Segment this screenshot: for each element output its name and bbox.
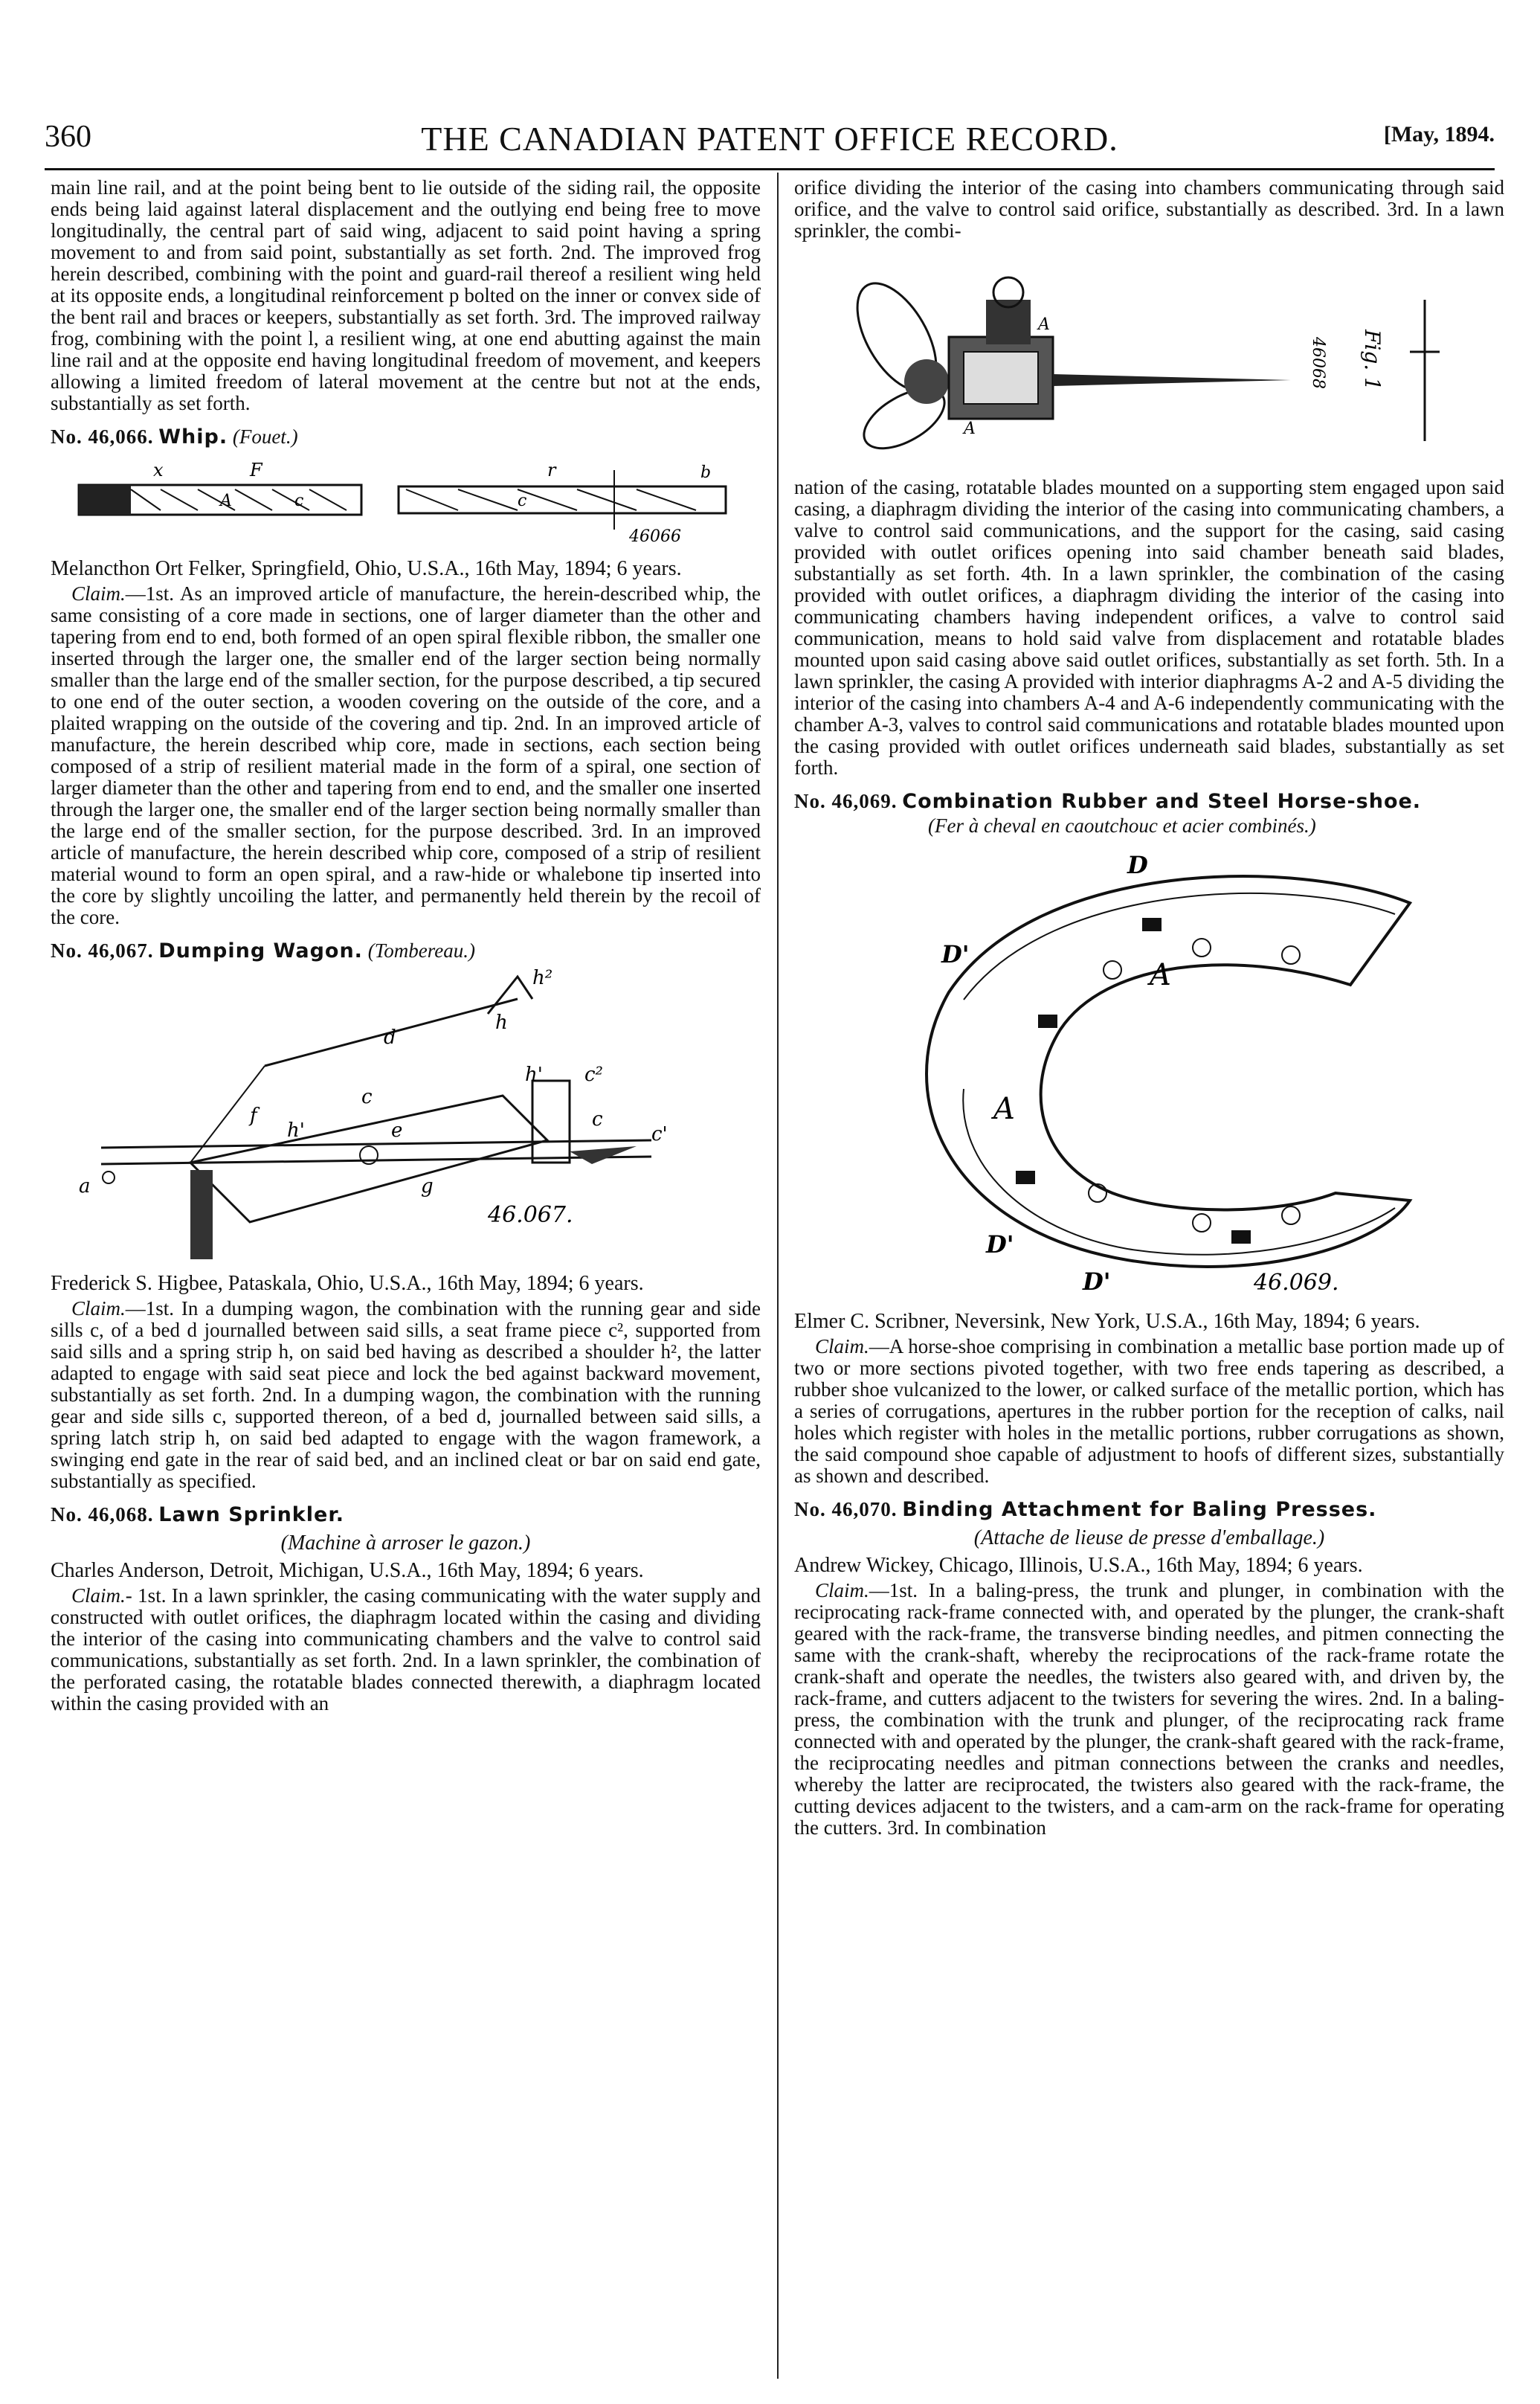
claim-label: Claim. bbox=[815, 1579, 869, 1601]
patent-number: No. 46,069. bbox=[794, 790, 898, 812]
dumping-wagon-figure bbox=[71, 969, 741, 1267]
claim bbox=[794, 1336, 1504, 1487]
patent-number: No. 46,070. bbox=[794, 1498, 898, 1520]
inventor: Charles Anderson, Detroit, Michigan, U.S.A., 16th May, 1894; 6 years. bbox=[51, 1559, 644, 1582]
fig-label: A bbox=[963, 420, 976, 438]
fig-label: x bbox=[152, 460, 164, 481]
continued-claim-text: orifice dividing the interior of the casing into chambers communicating through said orifice, and the valve to control said orifice, substantially as described. 3rd. In a lawn sprinkler, the combi- bbox=[794, 176, 1504, 242]
whip-section-small bbox=[399, 486, 726, 513]
right-column bbox=[794, 177, 1504, 2379]
patent-title: Dumping Wagon. bbox=[158, 939, 363, 962]
fig-label: h² bbox=[532, 969, 552, 989]
fig-label: b bbox=[700, 463, 711, 482]
page-number: 360 bbox=[45, 120, 91, 154]
patent-number: No. 46,068. bbox=[51, 1503, 154, 1526]
fig-label: D bbox=[1127, 851, 1148, 879]
patent-french-title: (Machine à arroser le gazon.) bbox=[280, 1532, 531, 1555]
fig-label: c bbox=[294, 492, 303, 510]
blade-hub bbox=[904, 359, 949, 404]
publication-title: THE CANADIAN PATENT OFFICE RECORD. bbox=[421, 120, 1118, 158]
claim-text: —A horse-shoe comprising in combination a metallic base portion made up of two or more sections pivoted together, with two free ends tapering as described, a rubber shoe vulcanized to the lower, or calked surface of the metallic portion, which has a series of corrugations, apertures in the rubber portion for the reception of calks, nail holes which register with holes in the metallic portions, rubber corrugations as shown, the said compound shoe capable of adjustment to hoofs of different sizes, substantially as shown and described. bbox=[794, 1335, 1504, 1487]
support-spike bbox=[1053, 374, 1291, 386]
patent-heading-46068 bbox=[51, 1502, 761, 1527]
continued-claim-text: main line rail, and at the point being bent to lie outside of the siding rail, the opposite ends being laid against lateral displacement and the outlying end being free to move longitudinally, the central part of said wing, adjacent to said point having a spring movement to and from said point, substantially as set forth. 2nd. The improved frog herein described, combining with the point and guard-rail thereof a resilient wing held at its opposite ends, a longitudinal reinforcement p bolted on the inner or convex side of the bent rail and braces or keepers, substantially as set forth. 3rd. The improved railway frog, combining with the point l, a resilient wing, at one end abutting against the main line rail and at the opposite end having longitudinal freedom of movement, and keepers allowing a limited freedom of lateral movement at the centre but not at the ends, substantially as set forth. bbox=[51, 176, 761, 414]
fig-number: 46.067. bbox=[487, 1202, 573, 1228]
fig-label: c' bbox=[651, 1123, 668, 1145]
fig-label: D' bbox=[985, 1230, 1014, 1259]
patent-french-title: (Fer à cheval en caoutchouc et acier combinés.) bbox=[928, 814, 1316, 837]
inventor: Andrew Wickey, Chicago, Illinois, U.S.A., 16th May, 1894; 6 years. bbox=[794, 1554, 1363, 1577]
column-divider bbox=[777, 173, 779, 2379]
claim bbox=[794, 1580, 1504, 1839]
patent-heading-46069 bbox=[794, 789, 1504, 838]
end-gate bbox=[190, 1170, 213, 1259]
inventor: Elmer C. Scribner, Neversink, New York, U.S.A., 16th May, 1894; 6 years. bbox=[794, 1310, 1420, 1333]
fig-label: c² bbox=[584, 1064, 603, 1086]
left-column bbox=[51, 177, 761, 2379]
patent-french-title: (Attache de lieuse de presse d'emballage.) bbox=[973, 1526, 1325, 1549]
claim-label: Claim. bbox=[71, 1297, 126, 1320]
claim-label: Claim. bbox=[815, 1335, 869, 1357]
patent-french-title: (Tombereau.) bbox=[367, 939, 475, 962]
claim-label: Claim. bbox=[71, 582, 126, 605]
horseshoe-outline bbox=[927, 876, 1410, 1267]
claim-label: Claim. bbox=[71, 1584, 126, 1607]
fig-label: c bbox=[517, 492, 526, 510]
fig-label: a bbox=[78, 1175, 91, 1198]
seat-post bbox=[532, 1081, 570, 1163]
claim bbox=[51, 1585, 761, 1714]
header-rule bbox=[45, 168, 1495, 170]
patent-title: Lawn Sprinkler. bbox=[158, 1503, 345, 1526]
fig-label: g bbox=[420, 1175, 434, 1198]
whip-figure bbox=[71, 455, 741, 552]
fig-label: h' bbox=[286, 1119, 305, 1142]
fig-label: e bbox=[390, 1119, 402, 1142]
patent-title: Whip. bbox=[158, 425, 228, 449]
claim-text: —1st. In a dumping wagon, the combination with the running gear and side sills c, of a bed d journalled between said sills, a seat frame piece c², supported from said sills and a spring strip h, on said bed having as described a shoulder h², the latter adapted to engage with said seat piece and lock the bed against backward movement, substantially as set forth. 2nd. In a dumping wagon, the combination with the running gear and side sills c, supported thereon, of a bed d, journalled between said sills, a spring latch strip h, on said bed adapted to engage with the wagon framework, a swinging end gate in the rear of said bed, and an inclined cleat or bar on said end gate, substantially as specified. bbox=[51, 1297, 761, 1492]
patent-heading-46066 bbox=[51, 425, 761, 449]
fig-label: h bbox=[494, 1012, 508, 1034]
fig-label: d bbox=[383, 1026, 396, 1049]
issue-date: [May, 1894. bbox=[1383, 122, 1495, 147]
fig-label: c bbox=[361, 1086, 373, 1108]
claim bbox=[51, 583, 761, 928]
lawn-sprinkler-figure bbox=[815, 248, 1484, 471]
fig-label: F bbox=[249, 460, 262, 481]
patent-heading-46070 bbox=[794, 1497, 1504, 1522]
fig-label: A bbox=[219, 492, 232, 510]
fig-label: A bbox=[1037, 315, 1050, 334]
patent-title: Combination Rubber and Steel Horse-shoe. bbox=[902, 790, 1422, 813]
patent-number: No. 46,066. bbox=[51, 425, 154, 448]
inventor: Frederick S. Higbee, Pataskala, Ohio, U.S.A., 16th May, 1894; 6 years. bbox=[51, 1272, 644, 1295]
claim-text: —1st. In a baling-press, the trunk and plunger, in combination with the reciprocating rack-frame connected with, and operated by the plunger, the crank-shaft geared with the rack-frame, the transverse binding needles, and pitmen connecting the same with the crank-shaft, whereby the reciprocations of the rack-frame rotate the crank-shaft and operate the needles, the twisters also geared with, and driven by, the rack-frame, and cutters adjacent to the twisters for severing the wires. 2nd. In a baling-press, the combination with the trunk and plunger, of the reciprocating rack frame connected with and operated by the plunger, the crank-shaft geared with the rack-frame, the reciprocating needles and pitman connections between the cranks and needles, whereby the latter are reciprocated, the twisters also geared with the rack-frame, the cutting devices adjacent to the twisters, and a cam-arm on the rack-frame for operating the cutters. 3rd. In combination bbox=[794, 1579, 1504, 1839]
claim-text: - 1st. In a lawn sprinkler, the casing communicating with the water supply and constructed with outlet orifices, the diaphragm located within the casing and dividing the interior of the casing into communicating chambers and the valve to control said communications, substantially as set forth. 2nd. In a lawn sprinkler, the combination of the perforated casing, the rotatable blades connected therewith, a diaphragm located within the casing provided with an bbox=[51, 1584, 761, 1714]
fig-number: 46068 bbox=[1308, 337, 1327, 389]
patent-heading-46067 bbox=[51, 939, 761, 963]
patent-french-title: (Fouet.) bbox=[232, 425, 298, 448]
continued-claim-text: nation of the casing, rotatable blades mounted on a supporting stem engaged upon said casing, a diaphragm dividing the interior of the casing into communicating chambers, a valve to control said communications, and the support for the casing, said casing provided with outlet orifices opening into said chamber beneath said blades, substantially as set forth. 4th. In a lawn sprinkler, the combination of the casing provided with outlet orifices, a diaphragm dividing the interior of the casing into communicating chambers having independent orifices, a valve to control said communication, means to hold said valve from displacement and rotatable blades mounted upon said casing above said outlet orifices, substantially as set forth. 5th. In a lawn sprinkler, the casing A provided with interior diaphragms A-2 and A-5 dividing the interior of the casing into chambers A-4 and A-6 independently communicating with the chamber A-3, valves to control said communications and rotatable blades mounted upon the casing provided with outlet orifices underneath said blades, substantially as set forth. bbox=[794, 476, 1504, 779]
fig-label: D' bbox=[1082, 1267, 1111, 1296]
inventor: Melancthon Ort Felker, Springfield, Ohio, U.S.A., 16th May, 1894; 6 years. bbox=[51, 557, 682, 580]
fig-number: 46066 bbox=[628, 527, 681, 546]
fig-label: c bbox=[591, 1108, 603, 1131]
fig-caption: Fig. 1 bbox=[1359, 330, 1385, 391]
fig-label: r bbox=[547, 460, 555, 481]
fig-label: f bbox=[249, 1105, 257, 1127]
patent-number: No. 46,067. bbox=[51, 939, 154, 962]
whip-tip bbox=[79, 485, 131, 515]
fig-label: D' bbox=[941, 940, 970, 968]
horseshoe-figure bbox=[815, 843, 1484, 1305]
page-header bbox=[45, 119, 1495, 164]
patent-title: Binding Attachment for Baling Presses. bbox=[902, 1498, 1377, 1521]
claim-text: —1st. As an improved article of manufacture, the herein-described whip, the same consisting of a core made in sections, one of larger diameter than the other and tapering from end to end, both formed of an open spiral flexible ribbon, the smaller one inserted through the larger one, the smaller end of the larger section being normally smaller than the large end of the smaller section, for the purpose described, a tip secured to one end of the outer section, a wooden covering on the outside of the core, and a plaited wrapping on the outside of the covering and tip. 2nd. In an improved article of manufacture, the herein described whip core, made in sections, each section being composed of a strip of resilient material made in the form of a spiral, one section of larger diameter than the other and tapering from end to end, and the smaller one inserted through the larger one, the smaller end of the larger section being normally smaller than the large end of the smaller section, for the purpose described. 3rd. In an improved article of manufacture, the herein described whip core, composed of a strip of resilient material wound to form an open spiral, and a raw-hide or whalebone tip inserted into the core by slightly uncoiling the latter, and permanently held therein by the recoil of the core. bbox=[51, 582, 761, 928]
fig-label: A bbox=[993, 1092, 1015, 1126]
fig-label: h' bbox=[524, 1064, 543, 1086]
claim bbox=[51, 1298, 761, 1492]
fig-number: 46.069. bbox=[1253, 1270, 1339, 1296]
fig-label: A bbox=[1149, 958, 1171, 992]
